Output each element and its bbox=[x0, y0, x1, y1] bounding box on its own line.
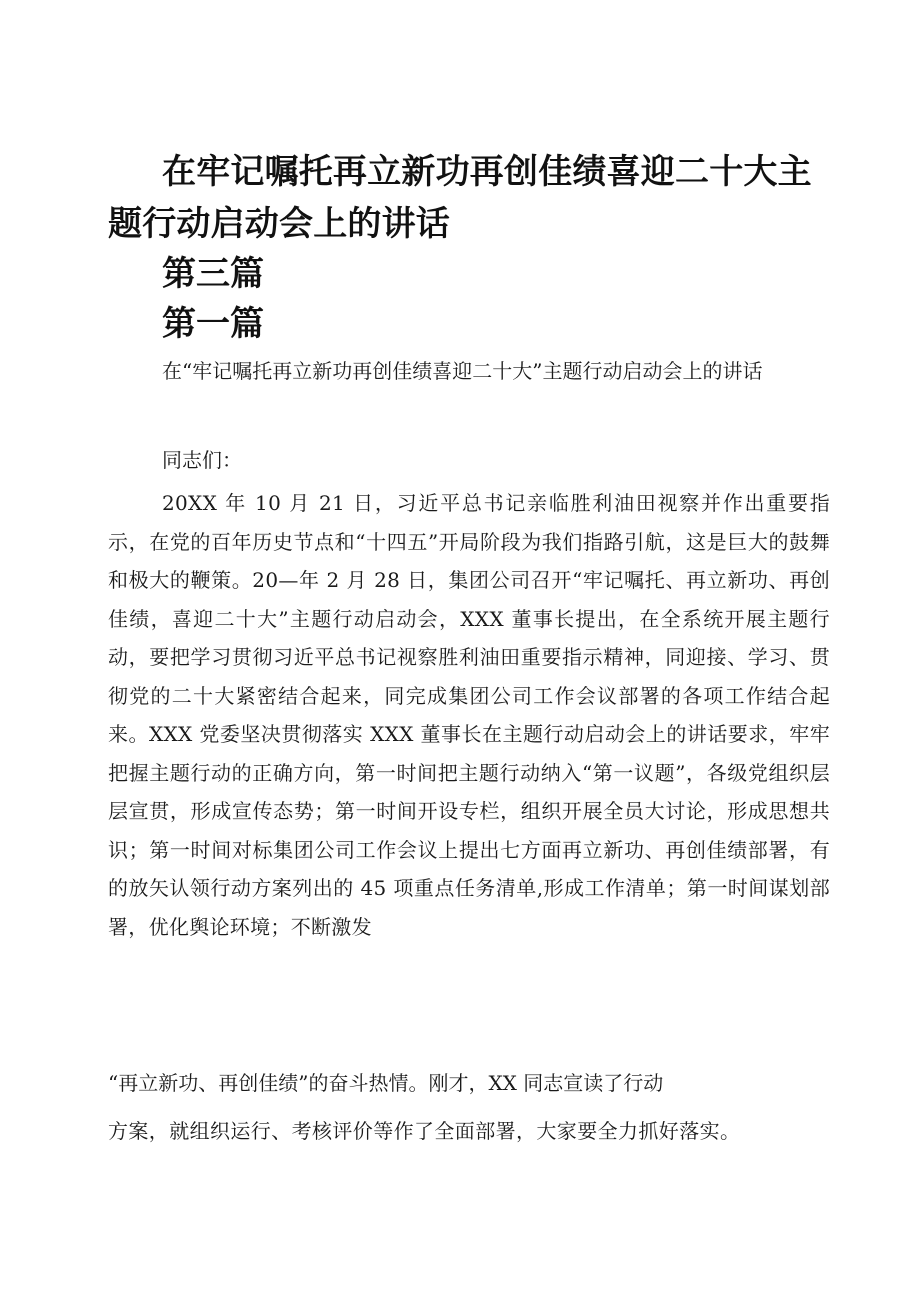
speech-subtitle: 在“牢记嘱托再立新功再创佳绩喜迎二十大”主题行动启动会上的讲话 bbox=[162, 359, 763, 383]
section-heading-third: 第三篇 bbox=[162, 254, 264, 294]
body-paragraph: 20XX 年 10 月 21 日，习近平总书记亲临胜利油田视察并作出重要指示，在党的百年历史节点和“十四五”开局阶段为我们指路引航，这是巨大的鼓舞和极大的鞭策。20—年 2 月 28 日，集团公司召开“牢记嘱托、再立新功、再创佳绩，喜迎二十大”主题行动启动会，XXX 董事长提出，在全系统开展主题行动，要把学习贯彻习近平总书记视察胜利油田重要指示精神，同迎接、学习、贯彻党的二十大紧密结合起来，同完成集团公司工作会议部署的各项工作结合起来。XXX 党委坚决贯彻落实 XXX 董事长在主题行动启动会上的讲话要求，牢牢把握主题行动的正确方向，第一时间把主题行动纳入“第一议题”，各级党组织层层宣贯，形成宣传态势；第一时间开设专栏，组织开展全员大讨论，形成思想共识；第一时间对标集团公司工作会议上提出七方面再立新功、再创佳绩部署，有的放矢认领行动方案列出的 45 项重点任务清单,形成工作清单；第一时间谋划部署，优化舆论环境；不断激发 bbox=[108, 491, 830, 939]
body-line: 方案，就组织运行、考核评价等作了全面部署，大家要全力抓好落实。 bbox=[108, 1119, 741, 1143]
document-title: 在牢记嘱托再立新功再创佳绩喜迎二十大主题行动启动会上的讲话 bbox=[108, 152, 812, 244]
section-heading-first: 第一篇 bbox=[162, 304, 264, 344]
greeting: 同志们： bbox=[162, 448, 242, 472]
body-line: “再立新功、再创佳绩”的奋斗热情。刚才，XX 同志宣读了行动 bbox=[108, 1071, 664, 1095]
